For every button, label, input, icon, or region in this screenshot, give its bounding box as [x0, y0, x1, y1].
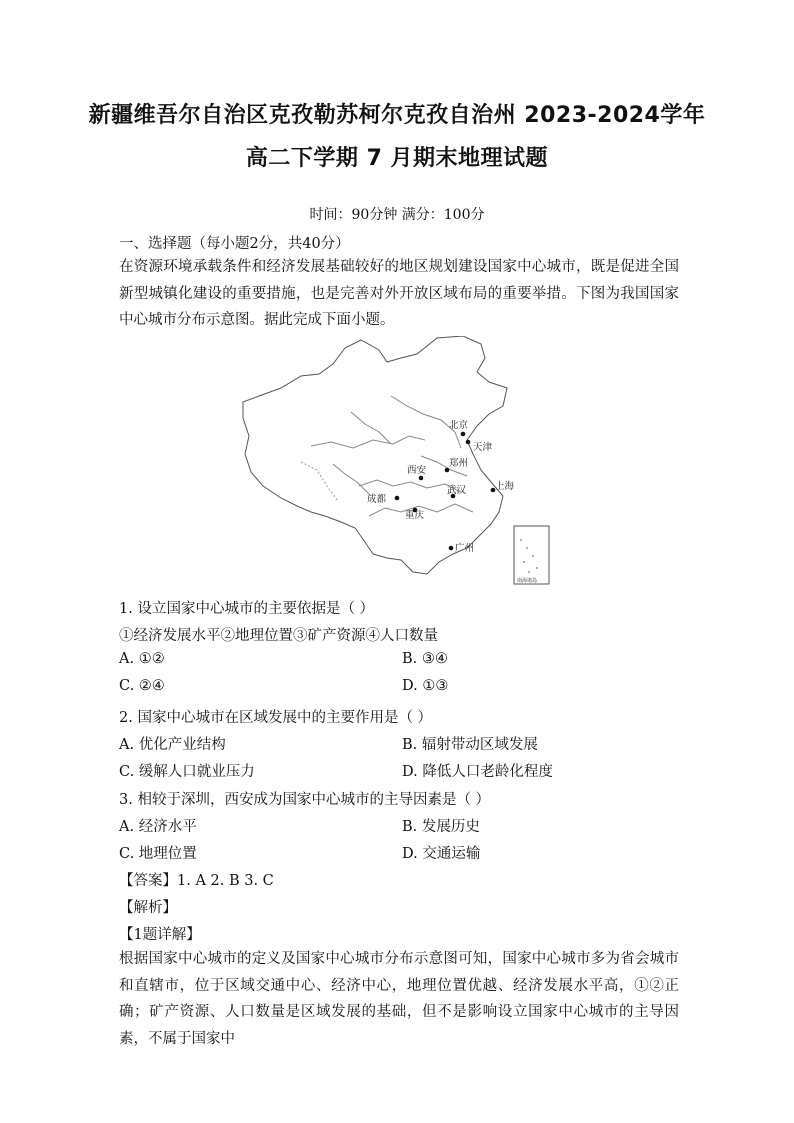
question-1-option-c: C. ②④	[119, 678, 165, 694]
city-label-chengdu: 成都	[367, 494, 387, 505]
exam-meta: 时间：90分钟 满分：100分	[309, 207, 485, 223]
china-national-central-cities-map	[241, 336, 556, 588]
detail-1-heading: 【1题详解】	[119, 927, 201, 943]
intro-paragraph: 在资源环境承载条件和经济发展基础较好的地区规划建设国家中心城市，既是促进全国新型城镇化建设的重要措施，也是完善对外开放区域布局的重要举措。下图为我国国家中心城市分布示意图。据此完成下面小题。	[119, 259, 679, 328]
document-title-line2: 高二下学期 7 月期末地理试题	[245, 146, 549, 171]
explanation-paragraph: 根据国家中心城市的定义及国家中心城市分布示意图可知，国家中心城市多为省会城市和直辖市，位于区域交通中心、经济中心，地理位置优越、经济发展水平高，①②正确；矿产资源、人口数量是区域发展的基础，但不是影响设立国家中心城市的主导因素，不属于国家中	[119, 951, 679, 1047]
city-label-chongqing: 重庆	[405, 510, 425, 521]
city-label-wuhan: 武汉	[447, 485, 467, 496]
city-label-tianjin: 天津	[473, 442, 493, 453]
city-dot-xian	[419, 476, 424, 481]
question-2-stem: 2. 国家中心城市在区域发展中的主要作用是（ ）	[119, 710, 433, 726]
city-dot-guangzhou	[449, 546, 454, 551]
question-1-option-d: D. ①③	[402, 678, 449, 694]
china-outline	[243, 336, 507, 574]
city-dot-beijing	[461, 432, 466, 437]
question-3-option-a: A. 经济水平	[119, 819, 197, 835]
question-3-option-d: D. 交通运输	[402, 846, 481, 862]
city-dot-chengdu	[395, 496, 400, 501]
south-china-sea-inset	[514, 526, 549, 584]
section-heading: 一、选择题（每小题2分，共40分）	[119, 236, 350, 252]
question-2-option-c: C. 缓解人口就业压力	[119, 764, 255, 780]
city-label-beijing: 北京	[449, 420, 469, 431]
question-3-stem: 3. 相较于深圳，西安成为国家中心城市的主导因素是（ ）	[119, 792, 491, 808]
city-dot-tianjin	[466, 440, 471, 445]
question-3-option-b: B. 发展历史	[402, 819, 480, 835]
question-1-option-b: B. ③④	[402, 651, 448, 667]
document-title-line1: 新疆维吾尔自治区克孜勒苏柯尔克孜自治州 2023-2024学年	[88, 103, 706, 128]
question-2-option-b: B. 辐射带动区域发展	[402, 737, 538, 753]
city-label-zhengzhou: 郑州	[449, 458, 469, 469]
city-label-guangzhou: 广州	[455, 543, 475, 554]
question-1-option-a: A. ①②	[119, 651, 165, 667]
question-2-option-d: D. 降低人口老龄化程度	[402, 764, 553, 780]
inset-label: 南海诸岛	[517, 578, 538, 584]
city-label-xian: 西安	[407, 465, 427, 476]
question-2-option-a: A. 优化产业结构	[119, 737, 226, 753]
answer-line: 【答案】1. A 2. B 3. C	[119, 873, 274, 889]
analysis-heading: 【解析】	[119, 900, 177, 916]
question-1-stem: 1. 设立国家中心城市的主要依据是（ ）	[119, 601, 375, 617]
question-1-statements: ①经济发展水平②地理位置③矿产资源④人口数量	[119, 628, 438, 644]
city-label-shanghai: 上海	[495, 481, 515, 492]
question-3-option-c: C. 地理位置	[119, 846, 197, 862]
